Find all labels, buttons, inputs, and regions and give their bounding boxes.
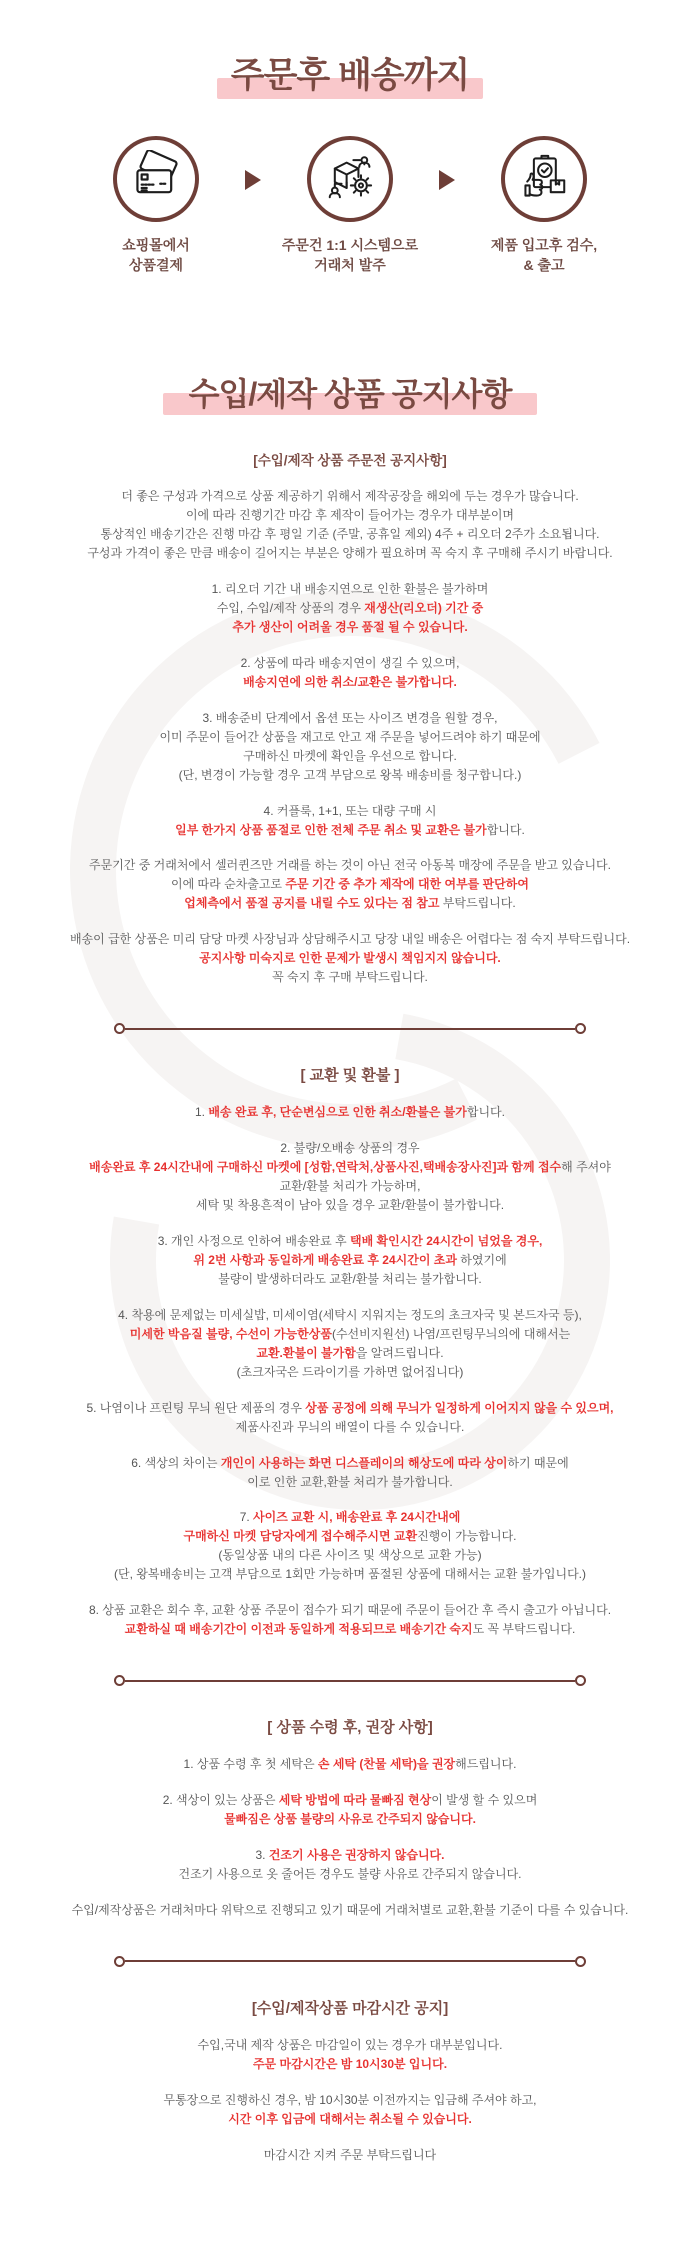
section-divider — [114, 1675, 586, 1686]
notice-line — [0, 1901, 700, 1920]
notice-line — [0, 1454, 700, 1473]
notice-line — [0, 1527, 700, 1546]
body-text: 2. 색상이 있는 상품은 — [162, 1793, 279, 1808]
body-text: 하였기에 — [456, 1252, 507, 1267]
step-circle — [113, 136, 199, 222]
notice-line — [0, 949, 700, 968]
notice-line — [0, 1473, 700, 1492]
notice-line — [0, 856, 700, 875]
notice-paragraph — [0, 1454, 700, 1492]
section-divider — [114, 1023, 586, 1034]
body-text: 2. 상품에 따라 배송지연이 생길 수 있으며, — [240, 655, 460, 670]
notice-line — [0, 1325, 700, 1344]
notice-line — [0, 930, 700, 949]
inspection-shipping-icon — [517, 150, 571, 209]
notice-paragraph — [0, 1232, 700, 1289]
body-text: 부탁드립니다. — [439, 896, 516, 911]
emphasis-text: 세탁 방법에 따라 물빠짐 현상 — [278, 1793, 432, 1808]
step-circle — [307, 136, 393, 222]
notice-line — [0, 525, 700, 544]
body-text: 을 알려드립니다. — [355, 1345, 444, 1360]
body-text: 마감시간 지켜 주문 부탁드립니다 — [263, 2147, 437, 2162]
body-text: 이 발생 할 수 있으며 — [431, 1793, 538, 1808]
body-text: 구성과 가격이 좋은 만큼 배송이 길어지는 부분은 양해가 필요하며 꼭 숙지 후 구매해 주시기 바랍니다. — [87, 546, 613, 561]
notice-paragraph — [0, 1791, 700, 1829]
notice-paragraph — [0, 1755, 700, 1774]
notice-line — [0, 1103, 700, 1122]
emphasis-text: 공지사항 미숙지로 인한 문제가 발생시 책임지지 않습니다. — [199, 951, 501, 966]
body-text: (초크자국은 드라이기를 가하면 없어집니다) — [236, 1364, 464, 1379]
divider-end-dot — [575, 1675, 586, 1686]
notice-paragraph — [0, 930, 700, 987]
notice-line — [0, 1251, 700, 1270]
emphasis-text: 일부 한가지 상품 품절로 인한 전체 주문 취소 및 교환은 불가 — [175, 822, 487, 837]
body-text: 세탁 및 착용흔적이 남아 있을 경우 교환/환불이 불가합니다. — [195, 1198, 505, 1213]
notice-paragraph — [0, 1399, 700, 1437]
body-text: 1. 리오더 기간 내 배송지연으로 인한 환불은 불가하며 — [211, 582, 489, 596]
body-text: 3. — [255, 1848, 269, 1863]
arrow-right-icon — [439, 170, 455, 190]
body-text: 수입/제작상품은 거래처마다 위탁으로 진행되고 있기 때문에 거래처별로 교환,환불 기준이 다를 수 있습니다. — [71, 1902, 629, 1917]
body-text: 8. 상품 교환은 회수 후, 교환 상품 주문이 접수가 되기 때문에 주문이 들어간 후 즉시 출고가 아닙니다. — [88, 1603, 612, 1618]
body-text: 1. — [195, 1105, 209, 1120]
divider-line — [125, 1028, 575, 1030]
notice-paragraph — [0, 856, 700, 913]
notice-line — [0, 1270, 700, 1289]
body-text: 이미 주문이 들어간 상품을 재고로 안고 재 주문을 넣어드려야 하기 때문에 — [159, 729, 541, 744]
section-heading: [수입/제작 상품 주문전 공지사항] — [253, 453, 447, 469]
body-text: 교환/환불 처리가 가능하며, — [279, 1179, 421, 1194]
body-text: 더 좋은 구성과 가격으로 상품 제공하기 위해서 제작공장을 해외에 두는 경우가 많습니다. — [121, 489, 579, 504]
body-text: (수선비지원선) 나염/프린팅무늬의에 대해서는 — [331, 1326, 571, 1341]
notice-paragraph — [0, 1139, 700, 1215]
notice-line — [0, 1306, 700, 1325]
import-notice-title — [0, 369, 700, 415]
notice-line — [0, 506, 700, 525]
section-heading: [ 교환 및 환불 ] — [300, 1067, 400, 1085]
body-text: 해 주셔야 — [561, 1160, 611, 1175]
divider-end-dot — [575, 1023, 586, 1034]
emphasis-text: 상품 공정에 의해 무늬가 일정하게 이어지지 않을 수 있으며, — [305, 1400, 614, 1415]
section-heading: [ 상품 수령 후, 권장 사항] — [267, 1719, 433, 1737]
notice-line — [0, 1232, 700, 1251]
notice-paragraph — [0, 1306, 700, 1382]
credit-card-icon — [129, 150, 183, 209]
body-text: 주문기간 중 거래처에서 셀러퀸즈만 거래를 하는 것이 아닌 전국 아동복 매장에 주문을 받고 있습니다. — [89, 858, 611, 873]
body-text: 배송이 급한 상품은 미리 담당 마켓 사장님과 상담해주시고 당장 내일 배송은 어렵다는 점 숙지 부탁드립니다. — [69, 932, 631, 947]
notice-line — [0, 2055, 700, 2074]
notice-paragraph — [0, 1508, 700, 1584]
notice-line — [0, 1158, 700, 1177]
emphasis-text: 배송완료 후 24시간내에 구매하신 마켓에 [성함,연락처,상품사진,택배송장사진]과 함께 접수 — [89, 1160, 562, 1175]
notice-line — [0, 802, 700, 821]
notice-line — [0, 747, 700, 766]
notice-line — [0, 580, 700, 599]
arrow-right-icon — [245, 170, 261, 190]
step-label: 주문건 1:1 시스템으로 거래처 발주 — [281, 237, 419, 273]
notice-paragraph — [0, 580, 700, 637]
body-text: 3. 배송준비 단계에서 옵션 또는 사이즈 변경을 원할 경우, — [202, 710, 498, 725]
body-text: 통상적인 배송기간은 진행 마감 후 평일 기준 (주말, 공휴일 제외) 4주 + 리오더 2주가 소요됩니다. — [100, 527, 600, 542]
notice-paragraph — [0, 709, 700, 785]
step-inspection-shipping — [455, 136, 633, 275]
emphasis-text: 배송 완료 후, 단순변심으로 인한 취소/환불은 불가 — [208, 1105, 467, 1120]
section-divider — [114, 1956, 586, 1967]
body-text: 수입, 수입/제작 상품의 경우 — [216, 600, 365, 615]
body-text: 7. — [239, 1510, 254, 1525]
divider-end-dot — [114, 1023, 125, 1034]
notice-line — [0, 1601, 700, 1620]
notice-line — [0, 1399, 700, 1418]
emphasis-text: 사이즈 교환 시, 배송완료 후 24시간내에 — [253, 1510, 461, 1525]
order-system-icon — [323, 150, 377, 209]
body-text: 하기 때문에 — [507, 1455, 569, 1470]
body-text: 6. 색상의 차이는 — [131, 1455, 221, 1470]
notice-line — [0, 673, 700, 692]
body-text: 4. 착용에 문제없는 미세실밥, 미세이염(세탁시 지워지는 정도의 초크자국 및 본드자국 등), — [118, 1307, 582, 1322]
notice-line — [0, 821, 700, 840]
notice-line — [0, 1508, 700, 1527]
body-text: (단, 왕복배송비는 고객 부담으로 1회만 가능하며 품절된 상품에 대해서는 교환 불가입니다.) — [114, 1567, 586, 1582]
notice-line — [0, 487, 700, 506]
body-text: 건조기 사용으로 옷 줄어든 경우도 불량 사유로 간주되지 않습니다. — [178, 1866, 522, 1881]
body-text: (단, 변경이 가능할 경우 고객 부담으로 왕복 배송비를 청구합니다.) — [178, 767, 522, 782]
emphasis-text: 교환하실 때 배송기간이 이전과 동일하게 적용되므로 배송기간 숙지 — [124, 1622, 473, 1637]
notice-line — [0, 599, 700, 618]
emphasis-text: 손 세탁 (찬물 세탁)을 권장 — [317, 1757, 456, 1772]
notice-line — [0, 1344, 700, 1363]
notice-line — [0, 1865, 700, 1884]
notice-line — [0, 1620, 700, 1639]
notice-sections — [0, 449, 700, 2164]
body-text: 불량이 발생하더라도 교환/환불 처리는 불가합니다. — [218, 1271, 482, 1286]
order-process-steps — [0, 136, 700, 275]
notice-line — [0, 544, 700, 563]
notice-line — [0, 2091, 700, 2110]
emphasis-text: 건조기 사용은 권장하지 않습니다. — [268, 1848, 445, 1863]
notice-line — [0, 1755, 700, 1774]
step-order-system — [261, 136, 439, 275]
body-text: 도 꼭 부탁드립니다. — [472, 1622, 576, 1637]
section-heading: [수입/제작상품 마감시간 공지] — [251, 1999, 449, 2017]
notice-line — [0, 1139, 700, 1158]
body-text: 수입,국내 제작 상품은 마감일이 있는 경우가 대부분입니다. — [197, 2037, 503, 2052]
emphasis-text: 개인이 사용하는 화면 디스플레이의 해상도에 따라 상이 — [220, 1455, 508, 1470]
notice-paragraph — [0, 487, 700, 563]
emphasis-text: 구매하신 마켓 담당자에게 접수해주시면 교환 — [183, 1529, 418, 1544]
notice-line — [0, 1418, 700, 1437]
step-label: 제품 입고후 검수, & 출고 — [490, 237, 598, 273]
notice-paragraph — [0, 2146, 700, 2165]
emphasis-text: 물빠짐은 상품 불량의 사유로 간주되지 않습니다. — [224, 1812, 476, 1827]
notice-line — [0, 1546, 700, 1565]
divider-end-dot — [114, 1956, 125, 1967]
notice-line — [0, 1177, 700, 1196]
notice-paragraph — [0, 1601, 700, 1639]
emphasis-text: 시간 이후 입금에 대해서는 취소될 수 있습니다. — [228, 2111, 472, 2126]
emphasis-text: 재생산(리오더) 기간 중 — [364, 600, 484, 615]
notice-paragraph — [0, 1846, 700, 1884]
emphasis-text: 미세한 박음질 불량, 수선이 가능한상품 — [129, 1326, 332, 1341]
step-payment — [67, 136, 245, 275]
notice-line — [0, 1363, 700, 1382]
emphasis-text: 위 2번 사항과 동일하게 배송완료 후 24시간이 초과 — [193, 1252, 457, 1267]
notice-line — [0, 894, 700, 913]
notice-line — [0, 709, 700, 728]
emphasis-text: 교환.환불이 불가함 — [256, 1345, 356, 1360]
body-text: 진행이 가능합니다. — [417, 1529, 517, 1544]
notice-line — [0, 875, 700, 894]
body-text: 합니다. — [486, 822, 525, 837]
notice-line — [0, 728, 700, 747]
notice-line — [0, 968, 700, 987]
notice-line — [0, 1565, 700, 1584]
divider-end-dot — [575, 1956, 586, 1967]
body-text: 제품사진과 무늬의 배열이 다를 수 있습니다. — [235, 1419, 465, 1434]
body-text: 1. 상품 수령 후 첫 세탁은 — [183, 1757, 318, 1772]
notice-line — [0, 2146, 700, 2165]
body-text: 합니다. — [466, 1105, 505, 1120]
emphasis-text: 배송지연에 의한 취소/교환은 불가합니다. — [243, 674, 457, 689]
notice-paragraph — [0, 2091, 700, 2129]
section-title: 수입/제작 상품 공지사항 — [188, 376, 512, 413]
body-text: 해드립니다. — [455, 1757, 517, 1772]
divider-line — [125, 1680, 575, 1682]
body-text: 꼭 숙지 후 구매 부탁드립니다. — [272, 970, 428, 985]
notice-line — [0, 2110, 700, 2129]
emphasis-text: 택배 확인시간 24시간이 넘었을 경우, — [350, 1233, 543, 1248]
body-text: (동일상품 내의 다른 사이즈 및 색상으로 교환 가능) — [218, 1548, 482, 1563]
notice-line — [0, 2036, 700, 2055]
step-circle — [501, 136, 587, 222]
order-to-delivery-title — [0, 48, 700, 98]
step-label: 쇼핑몰에서 상품결제 — [122, 237, 190, 273]
notice-line — [0, 1791, 700, 1810]
notice-line — [0, 618, 700, 637]
notice-line — [0, 1810, 700, 1829]
divider-line — [125, 1960, 575, 1962]
notice-line — [0, 766, 700, 785]
notice-paragraph — [0, 1901, 700, 1920]
notice-paragraph — [0, 1103, 700, 1122]
emphasis-text: 주문 기간 중 추가 제작에 대한 여부를 판단하여 — [285, 877, 529, 892]
body-text: 4. 커플룩, 1+1, 또는 대량 구매 시 — [263, 803, 437, 818]
notice-line — [0, 654, 700, 673]
body-text: 2. 불량/오배송 상품의 경우 — [280, 1141, 420, 1156]
notice-paragraph — [0, 2036, 700, 2074]
notice-line — [0, 1196, 700, 1215]
page-title: 주문후 배송까지 — [230, 56, 470, 95]
body-text: 이로 인한 교환,환불 처리가 불가합니다. — [247, 1474, 453, 1489]
emphasis-text: 업체측에서 품절 공지를 내릴 수도 있다는 점 참고 — [184, 896, 440, 911]
body-text: 구매하신 마켓에 확인을 우선으로 합니다. — [243, 748, 457, 763]
emphasis-text: 추가 생산이 어려울 경우 품절 될 수 있습니다. — [232, 619, 468, 634]
notice-paragraph — [0, 802, 700, 840]
body-text: 이에 따라 순차출고로 — [171, 877, 286, 892]
body-text: 5. 나염이나 프린팅 무늬 원단 제품의 경우 — [86, 1400, 306, 1415]
divider-end-dot — [114, 1675, 125, 1686]
body-text: 무통장으로 진행하신 경우, 밤 10시30분 이전까지는 입금해 주셔야 하고, — [163, 2092, 537, 2107]
body-text: 3. 개인 사정으로 인하여 배송완료 후 — [157, 1233, 350, 1248]
emphasis-text: 주문 마감시간은 밤 10시30분 입니다. — [252, 2056, 448, 2071]
notice-paragraph — [0, 654, 700, 692]
notice-line — [0, 1846, 700, 1865]
body-text: 이에 따라 진행기간 마감 후 제작이 들어가는 경우가 대부분이며 — [185, 508, 515, 523]
